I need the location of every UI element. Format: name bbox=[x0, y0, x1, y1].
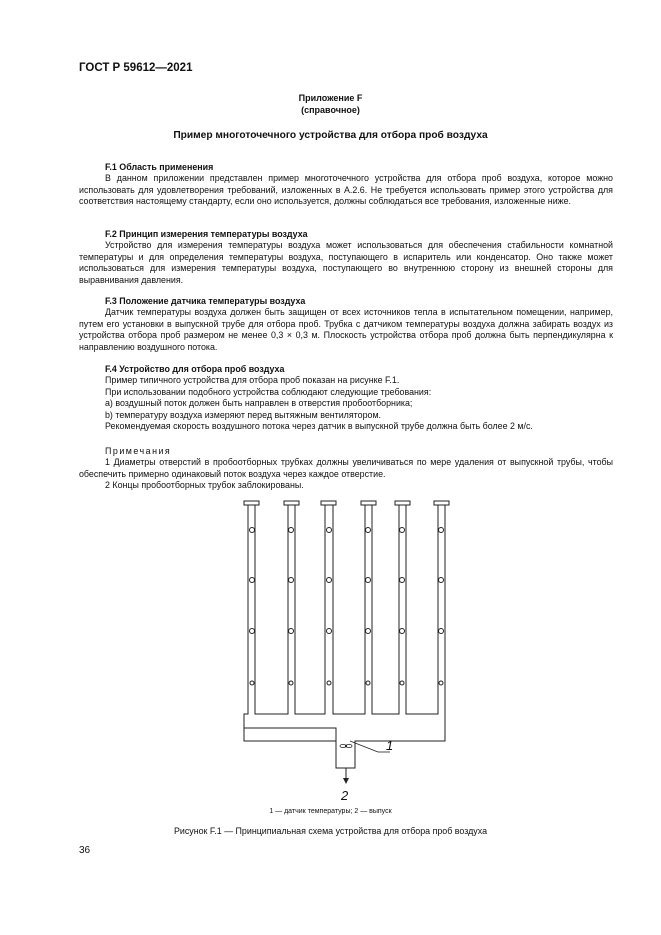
section-line: При использовании подобного устройства соблюдают следующие требования: bbox=[105, 386, 432, 397]
section-line: Рекомендуемая скорость воздушного потока через датчик в выпускной трубе должна быть более 2 м/с. bbox=[105, 421, 533, 432]
sampling-hole bbox=[289, 629, 294, 634]
tube-cap bbox=[284, 501, 299, 505]
notes-heading: Примечания bbox=[105, 446, 172, 456]
section-paragraph: Датчик температуры воздуха должен быть защищен от всех источников тепла в испытательном помещении, например, путем его установки в выпускной трубе для отбора проб. Трубка с датчиком температуры воздуха должна забирать воздух из устройства отбора проб размером не менее 0,3 × 0,3 м. Плоскость устройства отбора проб должна быть перпендикулярна к направлению воздушного потока. bbox=[79, 307, 613, 352]
sampling-hole bbox=[327, 681, 331, 685]
sampling-hole bbox=[289, 681, 293, 685]
page-number: 36 bbox=[79, 845, 91, 856]
temperature-sensor-icon bbox=[340, 744, 352, 747]
sampling-hole bbox=[366, 681, 370, 685]
section-title: F.1 Область применения bbox=[105, 162, 214, 172]
sampling-hole bbox=[400, 629, 405, 634]
note-item: 2 Концы пробоотборных трубок заблокированы. bbox=[105, 480, 304, 491]
sampling-hole bbox=[327, 629, 332, 634]
sampling-hole bbox=[250, 528, 255, 533]
section-paragraph: В данном приложении представлен пример многоточечного устройства для отбора проб воздуха, которое можно использовать для удовлетворения требований, изложенных в А.2.6. Не требуется использовать пример этого устройства для соответствия настоящему стандарту, если оно используется, должны соблюдаться все требования, изложенные ниже. bbox=[79, 173, 613, 207]
standard-header: ГОСТ Р 59612—2021 bbox=[79, 62, 193, 74]
figure-legend: 1 — датчик температуры; 2 — выпуск bbox=[269, 808, 392, 815]
tube-cap bbox=[434, 501, 449, 505]
figure-label-1: 1 bbox=[386, 738, 394, 753]
sampling-tubes bbox=[244, 501, 449, 768]
sampling-hole bbox=[366, 578, 371, 583]
section-title: F.4 Устройство для отбора проб воздуха bbox=[105, 364, 285, 374]
section-line: a) воздушный поток должен быть направлен в отверстия пробоотборника; bbox=[105, 398, 413, 409]
appendix-heading: Пример многоточечного устройства для отбора проб воздуха bbox=[173, 130, 488, 141]
sampling-hole bbox=[327, 578, 332, 583]
sampling-hole bbox=[439, 528, 444, 533]
sampling-hole bbox=[250, 681, 254, 685]
figure-label-2: 2 bbox=[341, 788, 349, 803]
appendix-subtitle: (справочное) bbox=[301, 105, 360, 115]
sampling-hole bbox=[250, 629, 255, 634]
sampling-hole bbox=[250, 578, 255, 583]
tube-cap bbox=[361, 501, 376, 505]
tube-cap bbox=[395, 501, 410, 505]
sampling-hole bbox=[400, 578, 405, 583]
sampling-hole bbox=[366, 629, 371, 634]
leader-line-1 bbox=[350, 741, 378, 752]
section-line: Пример типичного устройства для отбора проб показан на рисунке F.1. bbox=[105, 375, 400, 386]
figure-caption: Рисунок F.1 — Принципиальная схема устройства для отбора проб воздуха bbox=[173, 826, 488, 836]
section-paragraph: Устройство для измерения температуры воздуха может использоваться для обеспечения стабильности комнатной температуры и для определения температуры воздуха, поступающего в испаритель или конденсатор. Оно также может использоваться для измерения температуры воздуха, поступающего во внутреннюю сторону из внешней стороны для выравнивания давления. bbox=[79, 240, 613, 285]
sampling-hole bbox=[439, 629, 444, 634]
sampling-hole bbox=[366, 528, 371, 533]
tube-cap bbox=[244, 501, 259, 505]
sampling-hole bbox=[439, 681, 443, 685]
outlet-arrow-icon bbox=[343, 768, 349, 784]
sampling-hole bbox=[439, 578, 444, 583]
sampling-hole bbox=[327, 528, 332, 533]
section-title: F.2 Принцип измерения температуры воздуха bbox=[105, 229, 308, 239]
section-title: F.3 Положение датчика температуры воздуха bbox=[105, 296, 306, 306]
tube-cap bbox=[321, 501, 336, 505]
sampling-hole bbox=[400, 528, 405, 533]
appendix-title: Приложение F bbox=[298, 93, 363, 103]
section-line: b) температуру воздуха измеряют перед вытяжным вентилятором. bbox=[105, 409, 382, 420]
sampling-hole bbox=[289, 578, 294, 583]
sampling-hole bbox=[289, 528, 294, 533]
manifold-outline bbox=[244, 505, 445, 768]
sampling-hole bbox=[400, 681, 404, 685]
note-item: 1 Диаметры отверстий в пробоотборных трубках должны увеличиваться по мере удаления от выпускной трубы, чтобы обеспечить примерно одинаковый поток воздуха через каждое отверстие. bbox=[79, 457, 613, 479]
manifold-bottom bbox=[244, 728, 336, 741]
